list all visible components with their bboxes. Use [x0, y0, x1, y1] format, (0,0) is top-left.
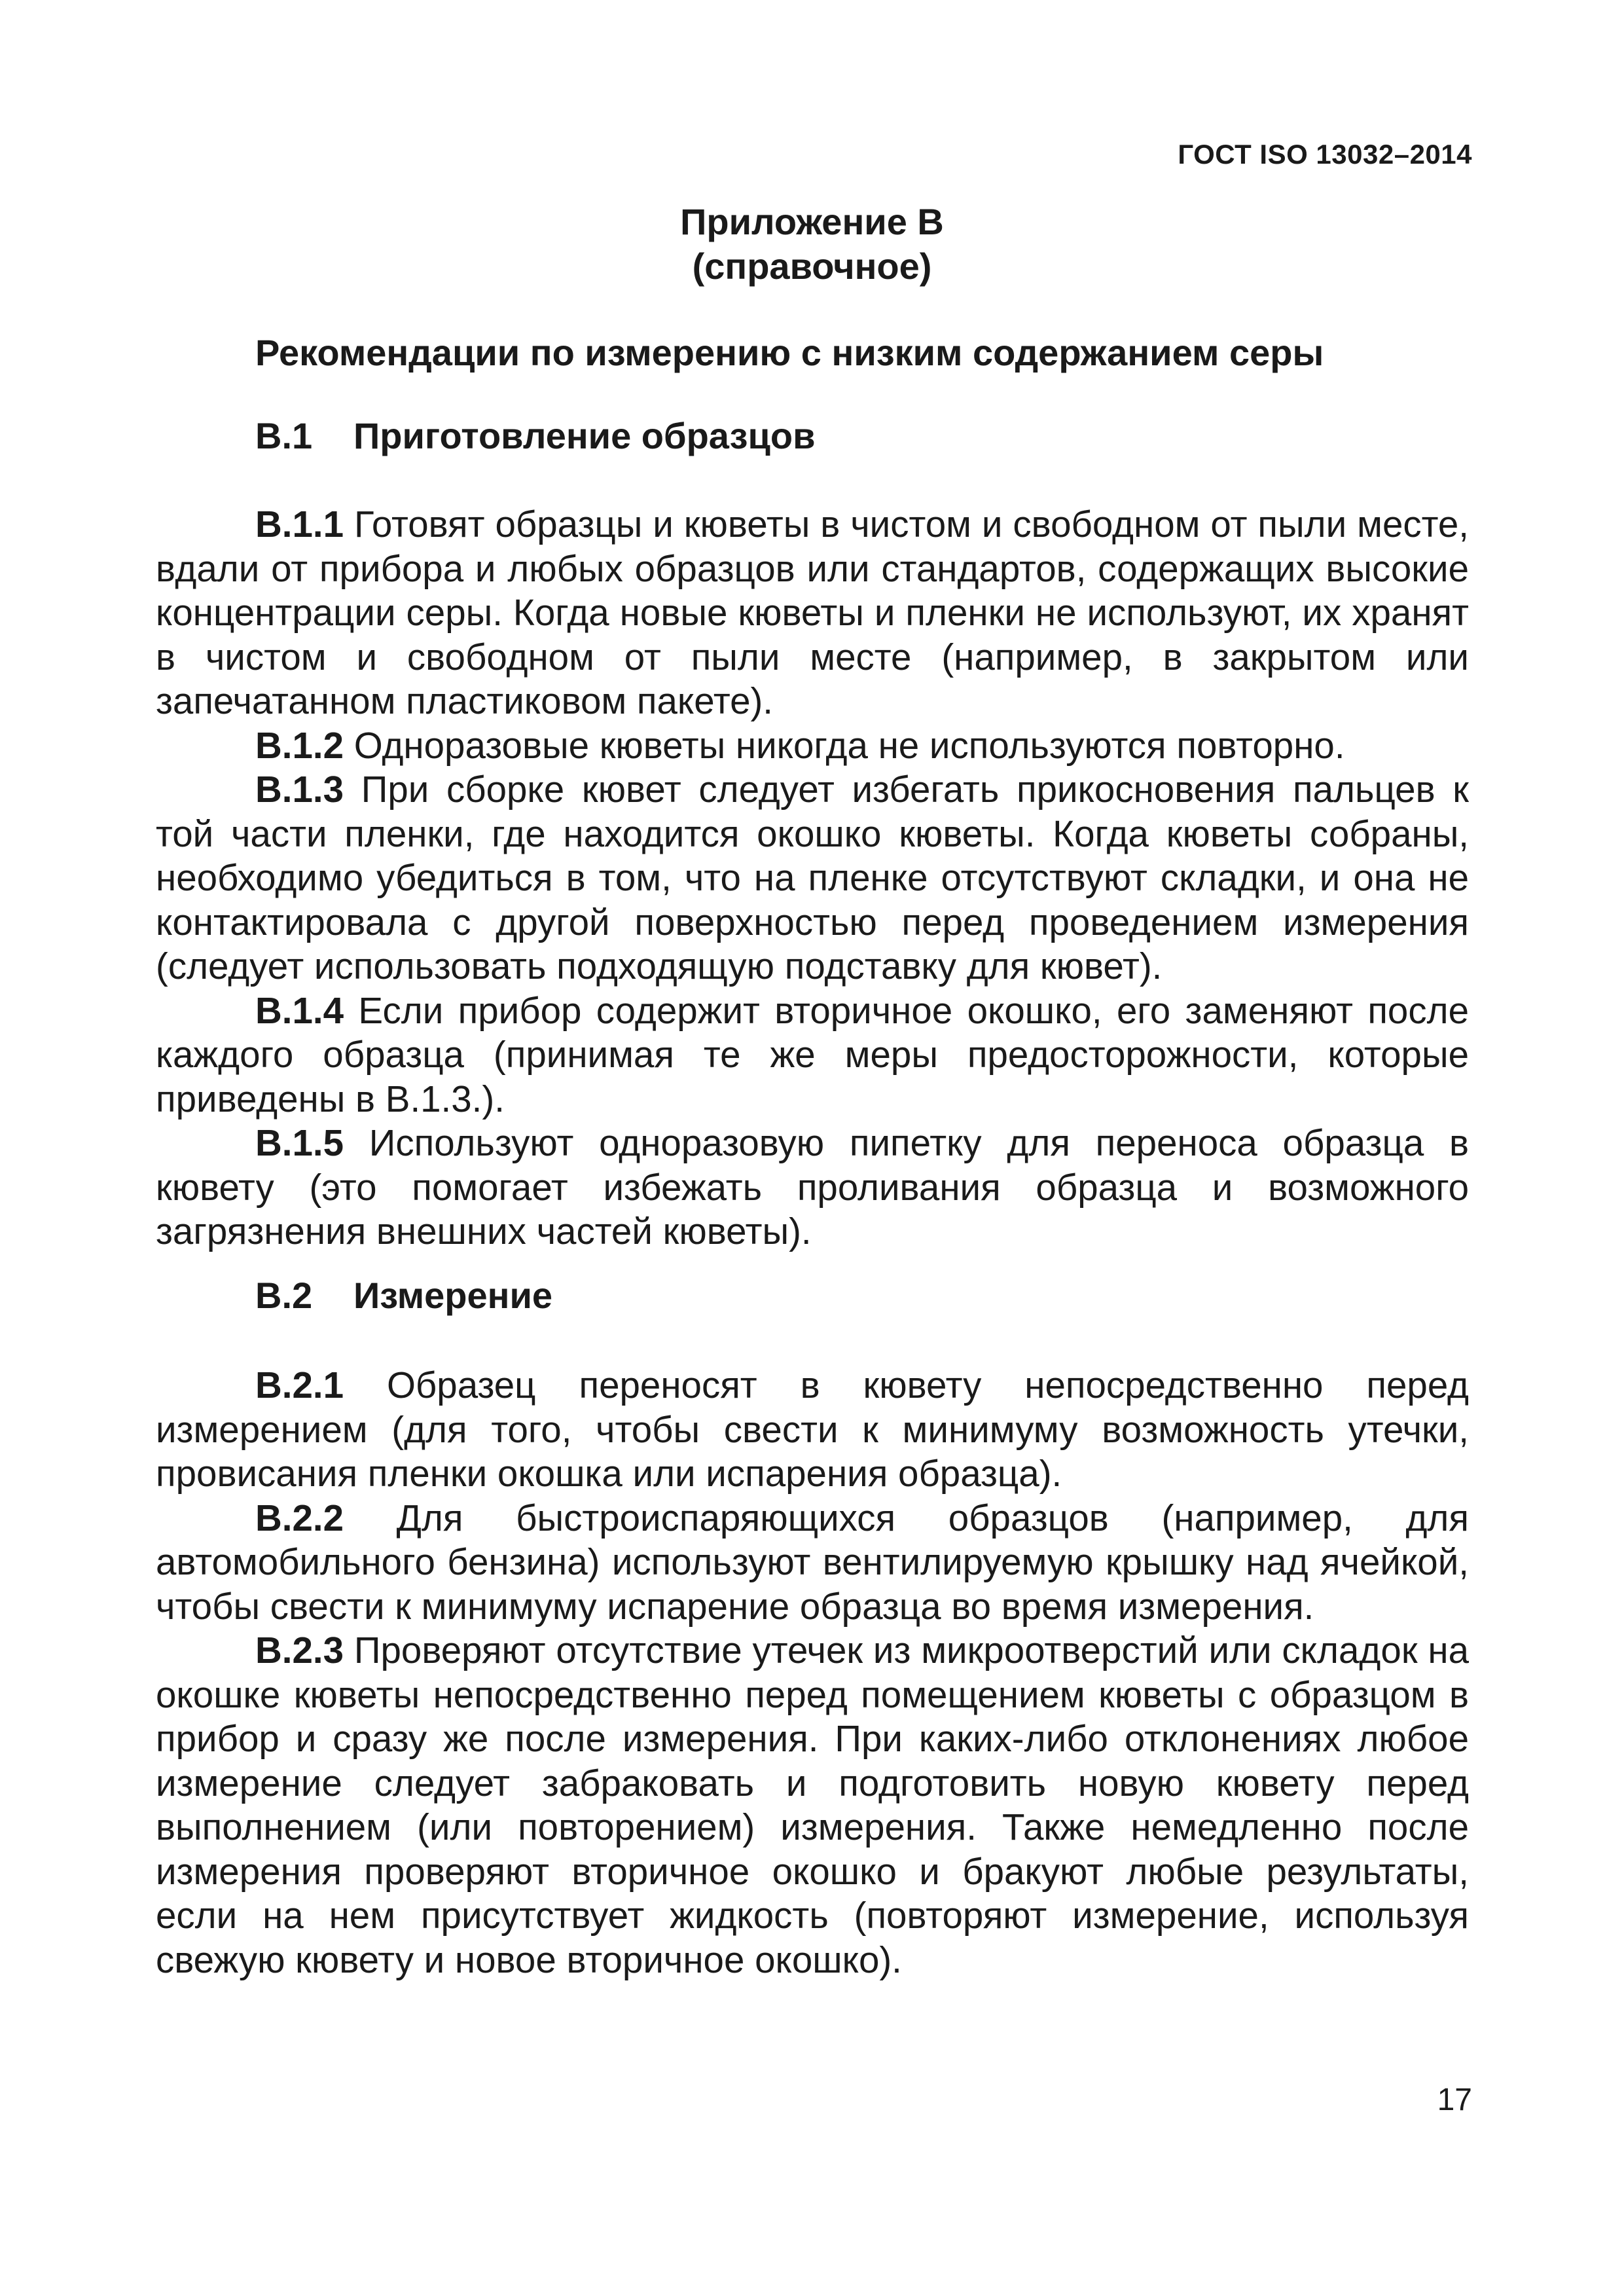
paragraph-text: При сборке кювет следует избегать прикосновения пальцев к той части пленки, где находится окошко кюветы. Когда кюветы собраны, необходимо убедиться в том, что на пленке отсутствуют складки, и она не контактировала с другой поверхностью перед проведением измерения (следует использовать подходящую подставку для кювет).	[156, 769, 1469, 987]
paragraph-text: Готовят образцы и кюветы в чистом и свободном от пыли месте, вдали от прибора и любых образцов или стандартов, содержащих высокие концентрации серы. Когда новые кюветы и пленки не используют, их хранят в чистом и свободном от пыли месте (например, в закрытом или запечатанном пластиковом пакете).	[156, 503, 1469, 721]
paragraph-number: В.1.3	[255, 769, 344, 810]
appendix-title	[0, 200, 1624, 289]
document-code: ГОСТ ISO 13032–2014	[1178, 139, 1472, 170]
section-title: Приготовление образцов	[353, 415, 816, 456]
paragraph-text: Одноразовые кюветы никогда не используются повторно.	[344, 724, 1345, 766]
paragraph-number: В.1.4	[255, 989, 344, 1031]
paragraph-b2-2	[156, 1496, 1469, 1629]
paragraph-b1-2	[156, 723, 1469, 768]
appendix-title-line1: Приложение В	[680, 201, 944, 242]
page-number: 17	[1437, 2083, 1472, 2117]
section-number: В.2	[255, 1275, 313, 1316]
section-b2-body	[156, 1363, 1469, 1982]
paragraph-text: Образец переносят в кювету непосредственно перед измерением (для того, чтобы свести к минимуму возможность утечки, провисания пленки окошка или испарения образца).	[156, 1364, 1469, 1494]
paragraph-number: В.1.1	[255, 503, 344, 545]
paragraph-text: Проверяют отсутствие утечек из микроотверстий или складок на окошке кюветы непосредственно перед помещением кюветы с образцом в прибор и сразу же после измерения. При каких-либо отклонениях любое измерение следует забраковать и подготовить новую кювету перед выполнением (или повторением) измерения. Также немедленно после измерения проверяют вторичное окошко и бракуют любые результаты, если на нем присутствует жидкость (повторяют измерение, используя свежую кювету и новое вторичное окошко).	[156, 1630, 1469, 1980]
paragraph-number: В.1.5	[255, 1122, 344, 1163]
paragraph-b1-3	[156, 767, 1469, 989]
paragraph-text: Используют одноразовую пипетку для переноса образца в кювету (это помогает избежать проливания образца и возможного загрязнения внешних частей кюветы).	[156, 1122, 1469, 1252]
section-b1-body	[156, 502, 1469, 1254]
paragraph-number: В.2.1	[255, 1364, 344, 1406]
paragraph-text: Если прибор содержит вторичное окошко, его заменяют после каждого образца (принимая те же меры предосторожности, которые приведены в В.1.3.).	[156, 989, 1469, 1120]
appendix-title-line2: (справочное)	[692, 246, 932, 287]
section-heading-b2	[255, 1273, 552, 1318]
paragraph-b1-5	[156, 1121, 1469, 1254]
paragraph-b1-1	[156, 502, 1469, 723]
paragraph-text: Для быстроиспаряющихся образцов (например, для автомобильного бензина) используют вентилируемую крышку над ячейкой, чтобы свести к минимуму испарение образца во время измерения.	[156, 1497, 1469, 1627]
paragraph-b2-3	[156, 1628, 1469, 1982]
paragraph-number: В.1.2	[255, 724, 344, 766]
main-heading: Рекомендации по измерению с низким содержанием серы	[255, 332, 1324, 373]
section-heading-b1	[255, 414, 816, 458]
paragraph-number: В.2.3	[255, 1630, 344, 1671]
paragraph-number: В.2.2	[255, 1497, 344, 1539]
section-title: Измерение	[353, 1275, 553, 1316]
paragraph-b1-4	[156, 989, 1469, 1121]
section-number: В.1	[255, 415, 313, 456]
paragraph-b2-1	[156, 1363, 1469, 1496]
